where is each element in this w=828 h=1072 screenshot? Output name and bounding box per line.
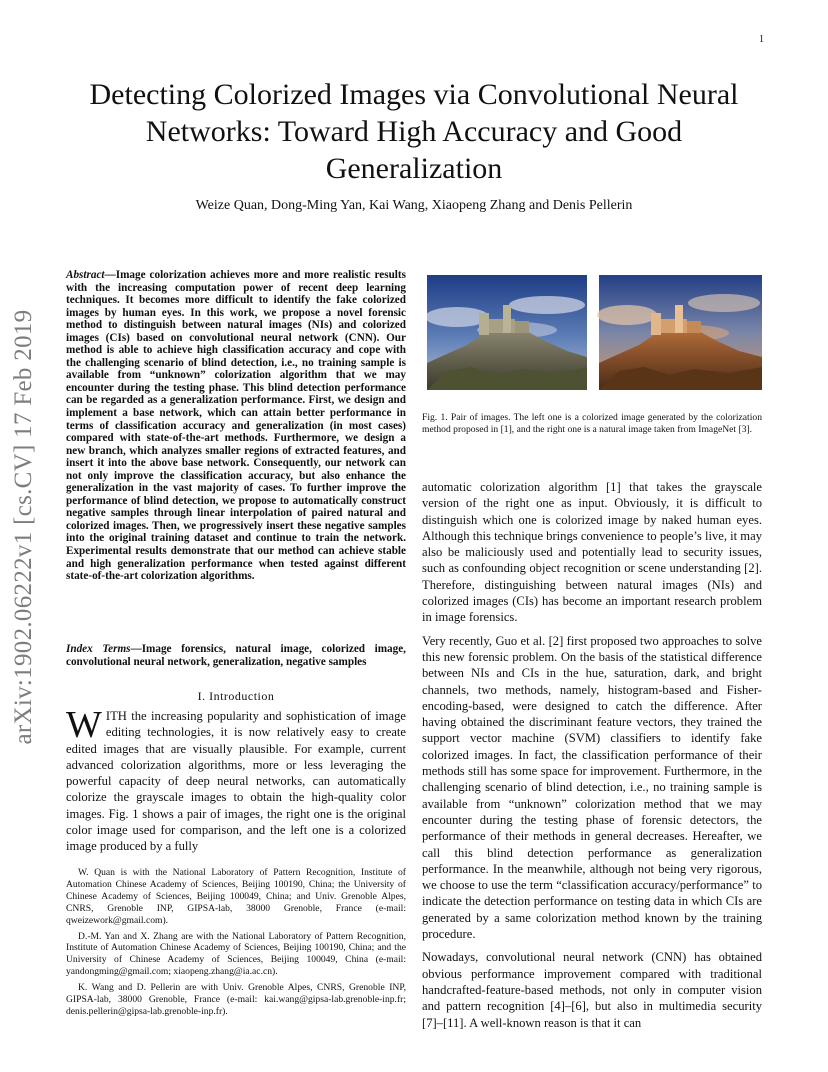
colorized-image [427,275,587,390]
abstract-text: Image colorization achieves more and more realistic results with the increasing computation power of recent deep learning techniques. It becomes more difficult to identify the fake colorized images by human eyes. In this work, we propose a novel forensic method to distinguish between natural images (NIs) and colorized images (CIs) based on convolutional neural network (CNN). Our method is able to achieve high classification accuracy and cope with the challenging scenario of blind detection, i.e., no training sample is available from “unknown” colorization algorithm that we may encounter during the testing phase. This blind detection performance can be regarded as a generalization performance. First, we design and implement a base network, which can attain better performance in terms of classification accuracy and generalization (in most cases) compared with state-of-the-art methods. Furthermore, we design a new branch, which analyzes smaller regions of extracted features, and insert it into the above base network. Consequently, our network can not only improve the classification accuracy, but also enhance the generalization in the vast majority of cases. To further improve the performance of blind detection, we propose to automatically construct negative samples through linear interpolation of paired natural and colorized images. Then, we progressively insert these negative samples into the original training dataset and continue to train the network. Experimental results demonstrate that our method can achieve stable and high generalization performance when tested against different state-of-the-art colorization algorithms. [66,269,406,583]
paper-title: Detecting Colorized Images via Convolutional Neural Networks: Toward High Accuracy and Good Generalization [89,78,739,185]
author-footnotes [66,867,406,1022]
footnote: K. Wang and D. Pellerin are with Univ. Grenoble Alpes, CNRS, Grenoble INP, GIPSA-lab, 38000 Grenoble, France (e-mail: kai.wang@gipsa-lab.grenoble-inp.fr; denis.pellerin@gipsa-lab.grenoble-inp.fr). [66,982,406,1017]
body-paragraph: Very recently, Guo et al. [2] first proposed two approaches to solve this new forensic problem. On the basis of the statistical difference between NIs and CIs in the hue, saturation, dark, and bright channels, two methods, namely, histogram-based and Fisher-encoding-based, were designed to catch the difference. After having obtained the discriminant feature vectors, they trained the support vector machine (SVM) classifiers to identify fake colorized images. In fact, the classification performance of their methods still has some space for improvement. Furthermore, in the challenging scenario of blind detection, i.e., no training sample is available from “unknown” colorization method that we may encounter during the testing phase of forensic detectors, the performance of their methods in general decreases. Hereafter, we call this blind detection performance as generalization performance. In the meanwhile, although not being very rigorous, we choose to use the term “classification accuracy/performance” to indicate the detection performance on testing data in which CIs are generated by a same colorization method known by the training procedure. [422,633,762,942]
right-column-body [422,479,762,1031]
index-terms-text: Image forensics, natural image, colorized image, convolutional neural network, generalization, negative samples [66,643,406,668]
abstract-label: Abstract [66,269,105,281]
footnote: D.-M. Yan and X. Zhang are with the National Laboratory of Pattern Recognition, Institute of Automation Chinese Academy of Sciences, Beijing 100190, China; and the University of Chinese Academy of Sciences, Beijing 100049, China (e-mail: yandongming@gmail.com; xiaopeng.zhang@ia.ac.cn). [66,930,406,978]
natural-image [597,275,762,390]
figure-1-image-pair [427,275,762,390]
arxiv-id: arXiv:1902.06222v1 [cs.CV] 17 Feb 2019 [10,309,37,745]
section-heading: I. Introduction [197,689,275,703]
drop-cap: W [66,704,102,746]
intro-text: ITH the increasing popularity and sophistication of image editing technologies, it is now relatively easy to create edited images that are visually plausible. For example, current advanced colorization algorithms, more or less leveraging the powerful capacity of deep neural networks, can automatically colorize the grayscale images to obtain the high-quality color images. Fig. 1 shows a pair of images, the right one is the original color image used for comparison, and the left one is a colorized image produced by a fully [66,709,406,854]
author-list: Weize Quan, Dong-Ming Yan, Kai Wang, Xiaopeng Zhang and Denis Pellerin [195,198,633,213]
index-terms: Index Terms—Image forensics, natural image, colorized image, convolutional neural network, generalization, negative samples [66,643,406,668]
body-paragraph: automatic colorization algorithm [1] that takes the grayscale version of the right one as input. Obviously, it is difficult to distinguish which one is colorized image by naked human eyes. Although this technique brings convenience to people’s live, it may also be maliciously used and potentially lead to security issues, such as confounding object recognition or scene understanding [2]. Therefore, distinguishing between natural images (NIs) and colorized images (CIs) has become an important research problem in image forensics. [422,480,762,625]
body-paragraph: Nowadays, convolutional neural network (CNN) has obtained obvious performance improvement compared with traditional handcrafted-feature-based methods, not only in computer vision and pattern recognition [4]–[6], but also in multimedia security [7]–[11]. A well-known reason is that it can [422,950,762,1030]
figure-caption: Fig. 1. Pair of images. The left one is a colorized image generated by the colorization method proposed in [1], and the right one is a natural image taken from ImageNet [3]. [422,412,762,436]
abstract: Abstract—Image colorization achieves more and more realistic results with the increasing computation power of recent deep learning techniques. It becomes more difficult to identify the fake colorized images by human eyes. In this work, we propose a novel forensic method to distinguish between natural images (NIs) and colorized images (CIs) based on convolutional neural network (CNN). Our method is able to achieve high classification accuracy and cope with the challenging scenario of blind detection, i.e., no training sample is available from “unknown” colorization algorithm that we may encounter during the testing phase. This blind detection performance can be regarded as a generalization performance. First, we design and implement a base network, which can attain better performance in terms of classification accuracy and generalization (in most cases) compared with state-of-the-art methods. Furthermore, we design a new branch, which analyzes smaller regions of extracted features, and insert it into the above base network. Consequently, our network can not only improve the classification accuracy, but also enhance the generalization in the vast majority of cases. To further improve the performance of blind detection, we propose to automatically construct negative samples through linear interpolation of paired natural and colorized images. Then, we progressively insert these negative samples into the original training dataset and continue to train the network. Experimental results demonstrate that our method can achieve stable and high generalization performance when tested against different state-of-the-art colorization algorithms. [66,269,406,583]
index-terms-label: Index Terms [66,643,131,655]
page-number: 1 [759,34,764,45]
introduction-paragraph [66,704,406,855]
arxiv-watermark [6,296,42,758]
footnote: W. Quan is with the National Laboratory of Pattern Recognition, Institute of Automation Chinese Academy of Sciences, Beijing 100190, China; the University of Chinese Academy of Sciences, Beijing 100049, China; and Univ. Grenoble Alpes, CNRS, Grenoble INP, GIPSA-lab, 38000 Grenoble, France (e-mail: qweizework@gmail.com). [66,867,406,926]
